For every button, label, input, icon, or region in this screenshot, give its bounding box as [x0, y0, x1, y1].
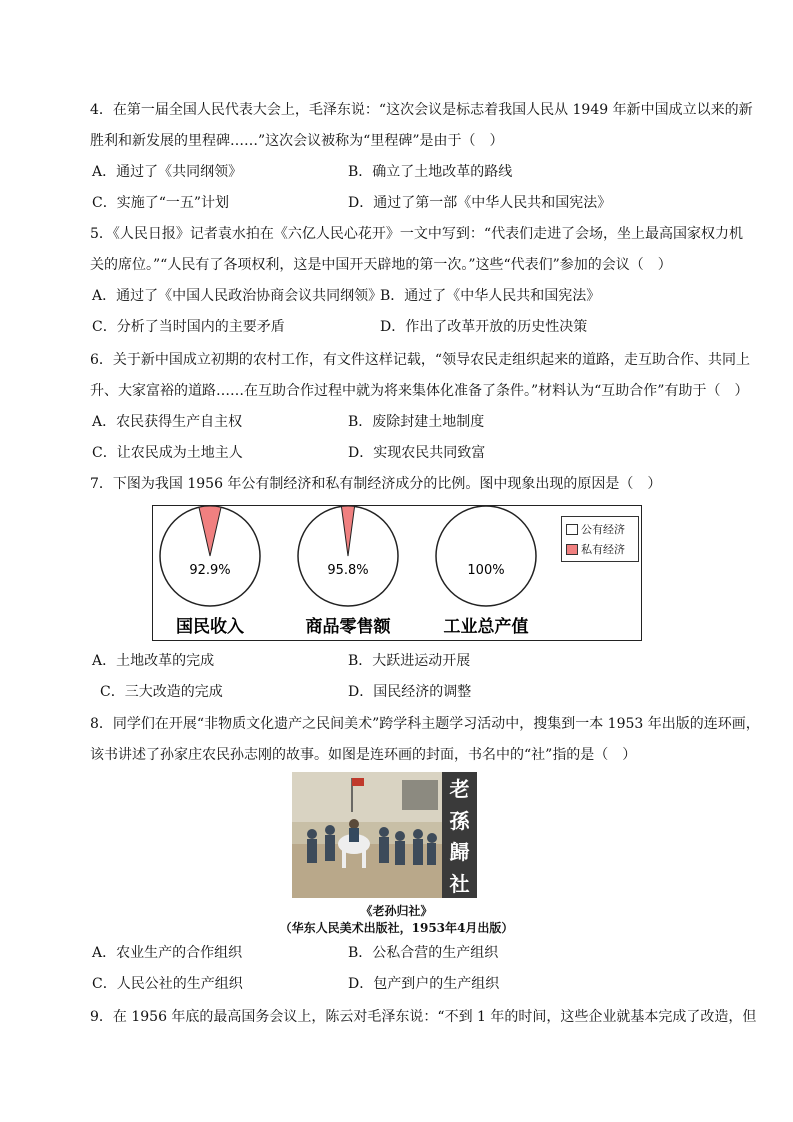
q6-stem-line2: 升、大家富裕的道路……在互助合作过程中就为将来集体化准备了条件。”材料认为“互助合作”有助于（ ） [90, 383, 749, 399]
q9-stem-line1: 9．在 1956 年底的最高国务会议上，陈云对毛泽东说：“不到 1 年的时间，这些企业就基本完成了改造，但 [90, 1009, 757, 1025]
q4-stem-line1: 4．在第一届全国人民代表大会上，毛泽东说：“这次会议是标志着我国人民从 1949 年新中国成立以来的新 [90, 102, 753, 118]
chart-legend [561, 516, 639, 562]
legend-swatch-public [566, 524, 578, 535]
q7-stem-line1: 7．下图为我国 1956 年公有制经济和私有制经济成分的比例。图中现象出现的原因是（ ） [90, 476, 662, 492]
cover-title-char: 孫 [449, 808, 470, 833]
q7-option-c[interactable]: C．三大改造的完成 [100, 684, 223, 700]
comic-caption-title: 《老孙归社》 [360, 904, 433, 918]
q5-option-c[interactable]: C．分析了当时国内的主要矛盾 [92, 319, 285, 335]
cover-title-char: 社 [449, 871, 470, 896]
q6-option-c[interactable]: C．让农民成为土地主人 [92, 445, 243, 461]
q5-option-a[interactable]: A．通过了《中国人民政治协商会议共同纲领》 [92, 288, 383, 304]
q4-option-a[interactable]: A．通过了《共同纲领》 [92, 164, 243, 180]
q8-option-a[interactable]: A．农业生产的合作组织 [92, 945, 243, 961]
q4-option-c[interactable]: C．实施了“一五”计划 [92, 195, 230, 211]
q8-stem-line1: 8．同学们在开展“非物质文化遗产之民间美术”跨学科主题学习活动中，搜集到一本 1953 年出版的连环画， [90, 716, 760, 732]
q4-stem-line2: 胜利和新发展的里程碑……”这次会议被称为“里程碑”是由于（ ） [90, 133, 504, 149]
pie-value-label: 100% [467, 563, 505, 578]
q6-option-b[interactable]: B．废除封建土地制度 [348, 414, 485, 430]
legend-item-public [566, 521, 625, 537]
q7-option-b[interactable]: B．大跃进运动开展 [348, 653, 471, 669]
q8-stem-line2: 该书讲述了孙家庄农民孙志刚的故事。如图是连环画的封面，书名中的“社”指的是（ ） [90, 747, 637, 763]
pie-public-slice [436, 506, 536, 606]
pie-title: 工业总产值 [443, 617, 529, 637]
cover-title-char: 歸 [449, 840, 470, 865]
pie-value-label: 92.9% [189, 563, 231, 578]
comic-caption-publisher: （华东人民美术出版社，1953年4月出版） [279, 921, 514, 935]
q8-option-c[interactable]: C．人民公社的生产组织 [92, 976, 243, 992]
legend-item-private [566, 541, 625, 557]
pie-value-label: 95.8% [327, 563, 369, 578]
q4-option-d[interactable]: D．通过了第一部《中华人民共和国宪法》 [348, 195, 612, 211]
pie-title: 国民收入 [176, 617, 244, 637]
pie-chart-panel [152, 505, 642, 641]
q5-stem-line1: 5．《人民日报》记者袁水拍在《六亿人民心花开》一文中写到：“代表们走进了会场，坐上最高国家权力机 [90, 226, 744, 242]
q8-option-d[interactable]: D．包产到户的生产组织 [348, 976, 500, 992]
q5-option-d[interactable]: D．作出了改革开放的历史性决策 [380, 319, 588, 335]
q4-option-b[interactable]: B．确立了土地改革的路线 [348, 164, 513, 180]
legend-label-public: 公有经济 [581, 523, 625, 536]
q5-option-b[interactable]: B．通过了《中华人民共和国宪法》 [380, 288, 601, 304]
cover-title-char: 老 [449, 777, 470, 802]
comic-cover-title [442, 772, 477, 898]
q6-stem-line1: 6．关于新中国成立初期的农村工作，有文件这样记载，“领导农民走组织起来的道路，走互助合作、共同上 [90, 352, 751, 368]
q7-option-a[interactable]: A．土地改革的完成 [92, 653, 215, 669]
q7-option-d[interactable]: D．国民经济的调整 [348, 684, 472, 700]
pie-title: 商品零售额 [305, 617, 391, 637]
legend-label-private: 私有经济 [581, 543, 625, 556]
q5-stem-line2: 关的席位。”“人民有了各项权利，这是中国开天辟地的第一次。”这些“代表们”参加的会议（ ） [90, 257, 672, 273]
q8-option-b[interactable]: B．公私合营的生产组织 [348, 945, 499, 961]
legend-swatch-private [566, 544, 578, 555]
q6-option-d[interactable]: D．实现农民共同致富 [348, 445, 486, 461]
comic-cover-image [292, 772, 477, 898]
q6-option-a[interactable]: A．农民获得生产自主权 [92, 414, 243, 430]
